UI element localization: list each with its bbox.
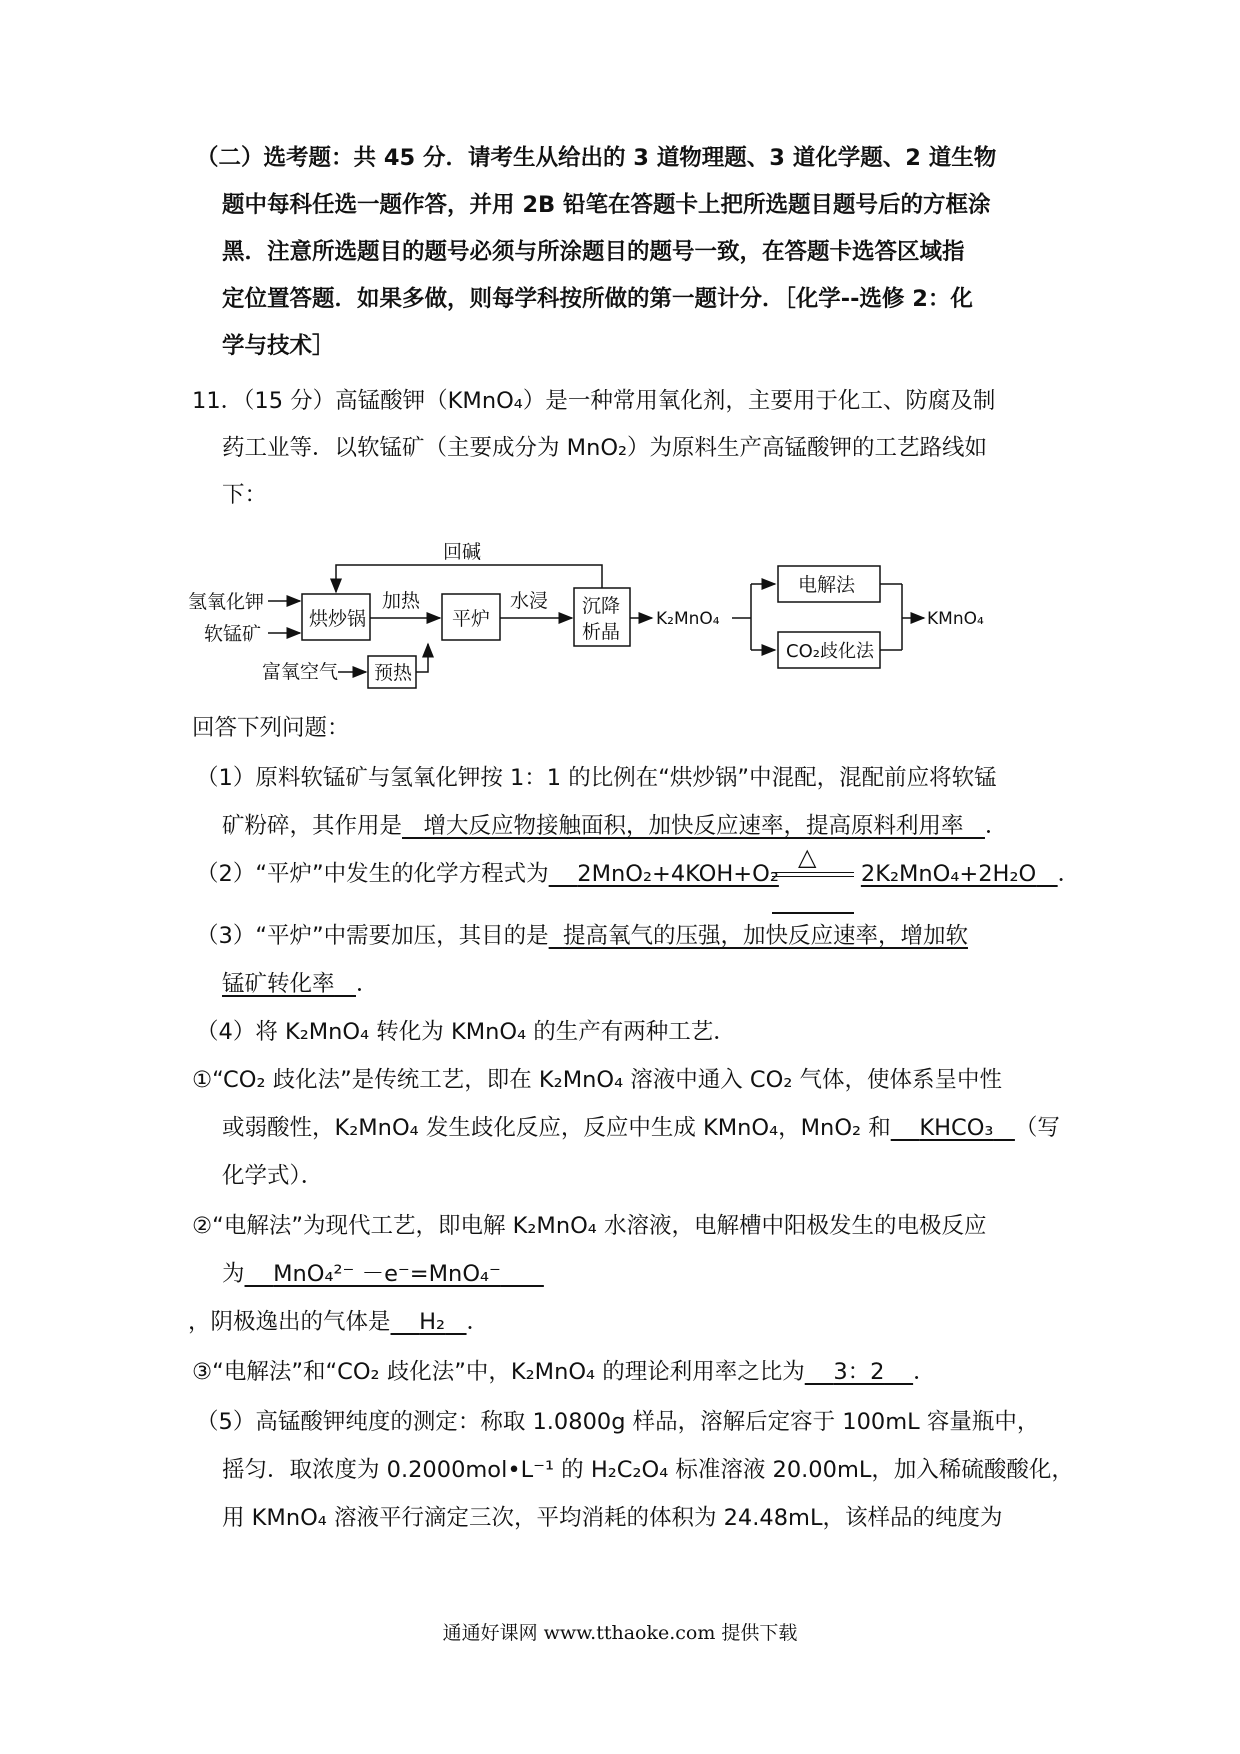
- q2-end: ．: [1057, 861, 1081, 887]
- question-line-3: 下：: [222, 482, 268, 508]
- oxygen-air-label: 富氧空气: [262, 661, 339, 683]
- answer-intro: 回答下列问题：: [192, 715, 350, 741]
- q4a-line-2: [222, 1112, 1060, 1144]
- settling-label-1: 沉降: [582, 595, 621, 617]
- input-pyrolusite: 软锰矿: [204, 623, 262, 645]
- question-line-2: 药工业等．以软锰矿（主要成分为 MnO₂）为原料生产高锰酸钾的工艺路线如: [222, 435, 988, 461]
- furnace-label: 平炉: [452, 608, 491, 630]
- q3-prefix: （3）“平炉”中需要加压，其目的是: [196, 923, 549, 949]
- q1-prefix: 矿粉碎，其作用是: [222, 813, 403, 839]
- section-header-line-4: 定位置答题．如果多做，则每学科按所做的第一题计分．［化学--选修 2：化: [222, 286, 973, 312]
- q4c-line: [192, 1356, 936, 1388]
- question-line-1: 11．（15 分）高锰酸钾（KMnO₄）是一种常用氧化剂，主要用于化工、防腐及制: [192, 388, 996, 414]
- input-potassium-hydroxide: 氢氧化钾: [188, 591, 265, 613]
- water-leach-label: 水浸: [510, 590, 549, 612]
- potassium-manganate-label: K₂MnO₄: [656, 609, 720, 629]
- q3-line-1: [196, 920, 968, 952]
- heating-label: 加热: [382, 590, 421, 612]
- q3-answer-1: 提高氧气的压强，加快反应速率，增加软: [562, 923, 968, 949]
- settling-label-2: 析晶: [582, 621, 621, 643]
- q4-intro: （4）将 K₂MnO₄ 转化为 KMnO₄ 的生产有两种工艺．: [196, 1019, 736, 1045]
- q4c-answer: 3：2: [833, 1359, 885, 1385]
- q5-line-2: 摇匀．取浓度为 0.2000mol•L⁻¹ 的 H₂C₂O₄ 标准溶液 20.00mL，加入稀硫酸酸化，: [222, 1457, 1074, 1483]
- q4a-line-3: 化学式）．: [222, 1163, 324, 1189]
- section-header-line-5: 学与技术］: [222, 333, 335, 359]
- q4b-end: ．: [466, 1309, 490, 1335]
- q4a-prefix: 或弱酸性，K₂MnO₄ 发生歧化反应，反应中生成 KMnO₄，MnO₂ 和: [222, 1115, 891, 1141]
- q2-rhs: 2K₂MnO₄+2H₂O: [860, 861, 1037, 887]
- q4b-line-3: [188, 1306, 489, 1338]
- electrolysis-label: 电解法: [798, 574, 856, 596]
- q2-lhs: 2MnO₂+4KOH+O₂: [577, 861, 779, 887]
- q4a-end: （写: [1014, 1115, 1060, 1141]
- q4c-end: ．: [913, 1359, 936, 1385]
- heat-condition-symbol: △: [798, 843, 817, 871]
- process-flow-diagram: [188, 538, 1068, 698]
- roaster-label: 烘炒锅: [309, 608, 367, 630]
- q1-line-1: （1）原料软锰矿与氢氧化钾按 1：1 的比例在“烘炒锅”中混配，混配前应将软锰: [196, 765, 997, 791]
- section-header-line-2: 题中每科任选一题作答，并用 2B 铅笔在答题卡上把所选题目题号后的方框涂: [222, 192, 991, 218]
- preheat-label: 预热: [374, 662, 413, 684]
- footer-credit: 通通好课网 www.tthaoke.com 提供下载: [442, 1622, 798, 1644]
- section-header-line-1: （二）选考题：共 45 分．请考生从给出的 3 道物理题、3 道化学题、2 道生物: [196, 145, 997, 171]
- disproportionation-label: CO₂歧化法: [786, 641, 874, 662]
- q4b-line-2: [222, 1258, 544, 1290]
- equation-underline: [772, 912, 854, 914]
- q3-answer-2: 锰矿转化率: [222, 971, 335, 997]
- q1-answer: 增大反应物接触面积，加快反应速率，提高原料利用率: [423, 813, 964, 839]
- q4a-line-1: ①“CO₂ 歧化法”是传统工艺，即在 K₂MnO₄ 溶液中通入 CO₂ 气体，使体系呈中性: [192, 1067, 1003, 1093]
- q4c-prefix: ③“电解法”和“CO₂ 歧化法”中，K₂MnO₄ 的理论利用率之比为: [192, 1359, 805, 1385]
- potassium-permanganate-label: KMnO₄: [927, 609, 984, 629]
- q1-end: ．: [984, 813, 1008, 839]
- recycle-alkali-label: 回碱: [443, 541, 482, 563]
- q4a-answer: KHCO₃: [919, 1115, 994, 1141]
- q3-line-2: [222, 968, 379, 1000]
- section-header-line-3: 黑．注意所选题目的题号必须与所涂题目的题号一致，在答题卡选答区域指: [222, 239, 965, 265]
- q4b-answer: MnO₄²⁻ －e⁻=MnO₄⁻: [273, 1261, 501, 1287]
- q3-end: ．: [355, 971, 379, 997]
- q4b-answer-2: H₂: [419, 1309, 446, 1335]
- q2-line: [196, 858, 1080, 890]
- q5-line-3: 用 KMnO₄ 溶液平行滴定三次，平均消耗的体积为 24.48mL，该样品的纯度为: [222, 1505, 1003, 1531]
- q4b-line-1: ②“电解法”为现代工艺，即电解 K₂MnO₄ 水溶液，电解槽中阳极发生的电极反应: [192, 1213, 987, 1239]
- q1-line-2: [222, 810, 1007, 842]
- q5-line-1: （5）高锰酸钾纯度的测定：称取 1.0800g 样品，溶解后定容于 100mL 容量瓶中，: [196, 1409, 1040, 1435]
- equation-equals-sign: [772, 872, 854, 877]
- q2-prefix: （2）“平炉”中发生的化学方程式为: [196, 861, 549, 887]
- q4b-prefix: 为: [222, 1261, 245, 1287]
- q4b-line3-prefix: ，阴极逸出的气体是: [188, 1309, 391, 1335]
